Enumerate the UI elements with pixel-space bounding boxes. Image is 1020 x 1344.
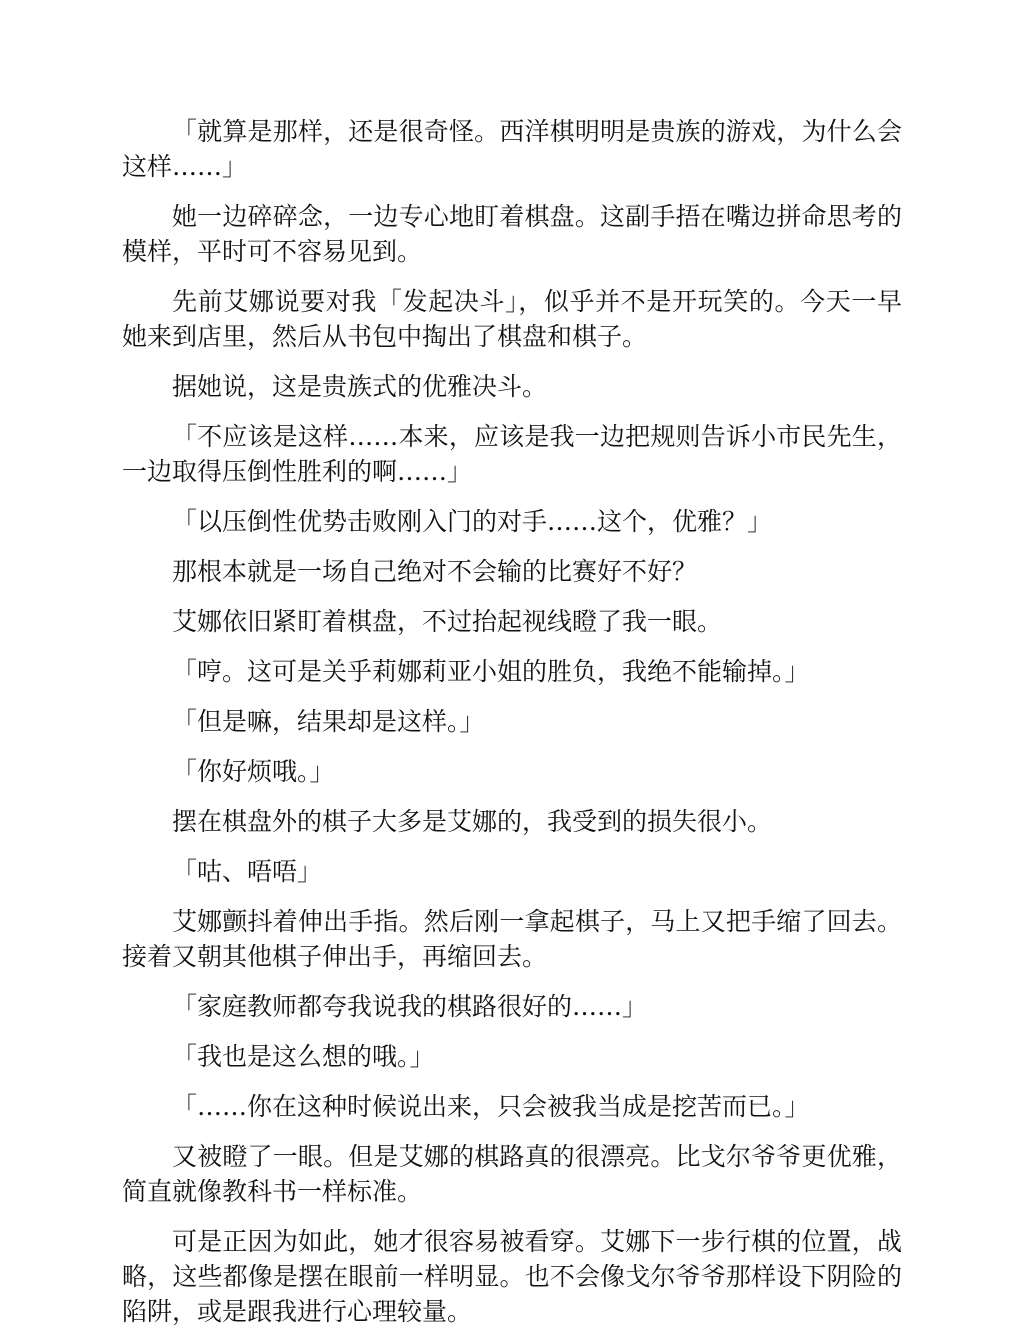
body-text xyxy=(122,114,902,1344)
paragraph: 「就算是那样，还是很奇怪。西洋棋明明是贵族的游戏，为什么会这样……」 xyxy=(122,117,902,181)
paragraph: 艾娜依旧紧盯着棋盘，不过抬起视线瞪了我一眼。 xyxy=(172,607,723,636)
paragraph: 「但是嘛，结果却是这样。」 xyxy=(172,707,485,736)
paragraph: 「家庭教师都夸我说我的棋路很好的……」 xyxy=(172,992,648,1021)
paragraph: 「不应该是这样……本来，应该是我一边把规则告诉小市民先生，一边取得压倒性胜利的啊……」 xyxy=(122,422,902,486)
paragraph: 「你好烦哦。」 xyxy=(172,757,335,786)
paragraph: 「哼。这可是关乎莉娜莉亚小姐的胜负，我绝不能输掉。」 xyxy=(172,657,810,686)
paragraph: 「我也是这么想的哦。」 xyxy=(172,1042,435,1071)
paragraph: 那根本就是一场自己绝对不会输的比赛好不好？ xyxy=(172,557,698,586)
paragraph: 先前艾娜说要对我「发起决斗」，似乎并不是开玩笑的。今天一早她来到店里，然后从书包中掏出了棋盘和棋子。 xyxy=(122,287,902,351)
paragraph: 据她说，这是贵族式的优雅决斗。 xyxy=(172,372,548,401)
paragraph: 「以压倒性优势击败刚入门的对手……这个，优雅？」 xyxy=(172,507,773,536)
paragraph: 艾娜颤抖着伸出手指。然后刚一拿起棋子，马上又把手缩了回去。接着又朝其他棋子伸出手，再缩回去。 xyxy=(122,907,902,971)
paragraph: 她一边碎碎念，一边专心地盯着棋盘。这副手捂在嘴边拼命思考的模样，平时可不容易见到。 xyxy=(122,202,902,266)
paragraph: 又被瞪了一眼。但是艾娜的棋路真的很漂亮。比戈尔爷爷更优雅，简直就像教科书一样标准。 xyxy=(122,1142,902,1206)
paragraph: 可是正因为如此，她才很容易被看穿。艾娜下一步行棋的位置，战略，这些都像是摆在眼前一样明显。也不会像戈尔爷爷那样设下阴险的陷阱，或是跟我进行心理较量。 xyxy=(122,1227,902,1326)
paragraph: 「咕、唔唔」 xyxy=(172,857,323,886)
paragraph: 「……你在这种时候说出来，只会被我当成是挖苦而已。」 xyxy=(172,1092,810,1121)
paragraph: 摆在棋盘外的棋子大多是艾娜的，我受到的损失很小。 xyxy=(172,807,773,836)
